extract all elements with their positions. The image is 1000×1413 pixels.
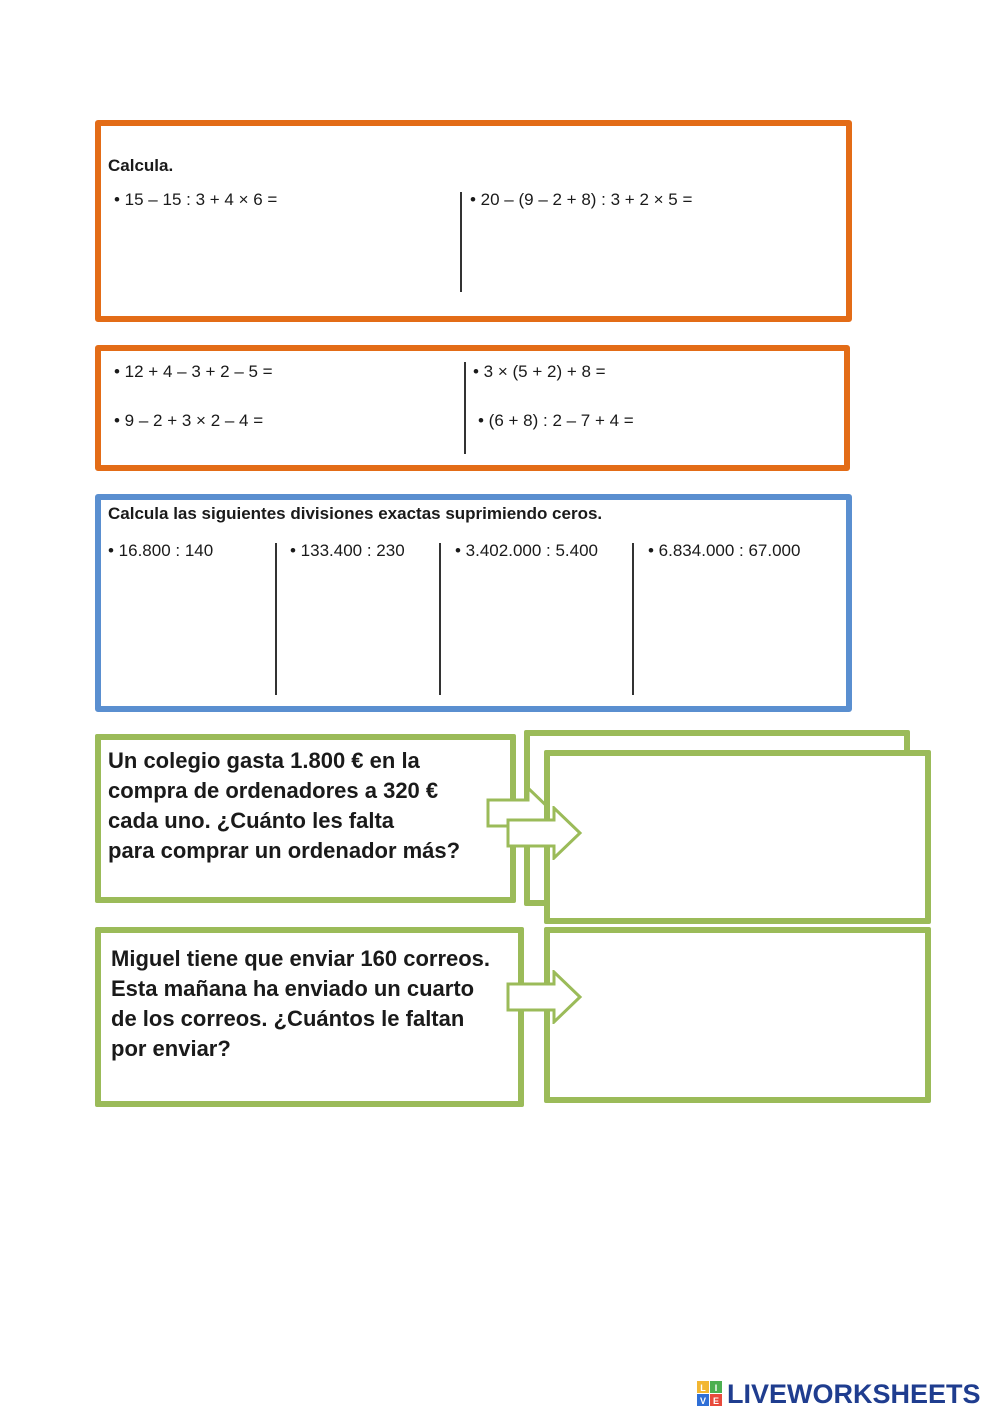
expression: • 3 × (5 + 2) + 8 = <box>473 362 606 381</box>
svg-text:L: L <box>700 1383 706 1393</box>
answer-box-1[interactable] <box>544 750 931 924</box>
division-item: • 16.800 : 140 <box>108 541 214 560</box>
expression: • 20 – (9 – 2 + 8) : 3 + 2 × 5 = <box>470 190 693 209</box>
divider <box>275 543 277 695</box>
problem-text-1 <box>108 746 460 866</box>
svg-text:I: I <box>714 1383 718 1393</box>
divisions-box <box>95 494 852 712</box>
svg-text:V: V <box>699 1396 707 1406</box>
division-item: • 3.402.000 : 5.400 <box>455 541 599 560</box>
answer-box-2[interactable] <box>544 927 931 1103</box>
problem-line: cada uno. ¿Cuánto les falta <box>108 808 395 833</box>
divider <box>460 192 462 292</box>
svg-text:E: E <box>712 1396 720 1406</box>
division-item: • 133.400 : 230 <box>290 541 405 560</box>
division-item: • 6.834.000 : 67.000 <box>648 541 801 560</box>
section-title: Calcula las siguientes divisiones exactas suprimiendo ceros. <box>108 504 603 523</box>
problem-line: Esta mañana ha enviado un cuarto <box>111 976 475 1001</box>
expression: • 15 – 15 : 3 + 4 × 6 = <box>114 190 278 209</box>
expression: • (6 + 8) : 2 – 7 + 4 = <box>478 411 634 430</box>
problem-text-2 <box>111 944 490 1064</box>
divider <box>464 362 466 454</box>
brand-name: LIVEWORKSHEETS <box>727 1378 981 1409</box>
calcula-box-1 <box>95 120 852 322</box>
expression: • 9 – 2 + 3 × 2 – 4 = <box>114 411 264 430</box>
arrow-right-icon <box>506 970 584 1024</box>
divider <box>439 543 441 695</box>
problem-line: compra de ordenadores a 320 € <box>108 778 439 803</box>
problem-line: Un colegio gasta 1.800 € en la <box>108 748 420 773</box>
problem-line: de los correos. ¿Cuántos le faltan <box>111 1006 465 1031</box>
expression: • 12 + 4 – 3 + 2 – 5 = <box>114 362 273 381</box>
problem-line: para comprar un ordenador más? <box>108 838 461 863</box>
arrow-right-icon <box>506 806 584 860</box>
liveworksheets-logo <box>697 1378 981 1410</box>
logo-icon <box>697 1381 723 1407</box>
section-title: Calcula. <box>108 156 174 175</box>
problem-line: Miguel tiene que enviar 160 correos. <box>111 946 491 971</box>
divider <box>632 543 634 695</box>
problem-line: por enviar? <box>111 1036 231 1061</box>
